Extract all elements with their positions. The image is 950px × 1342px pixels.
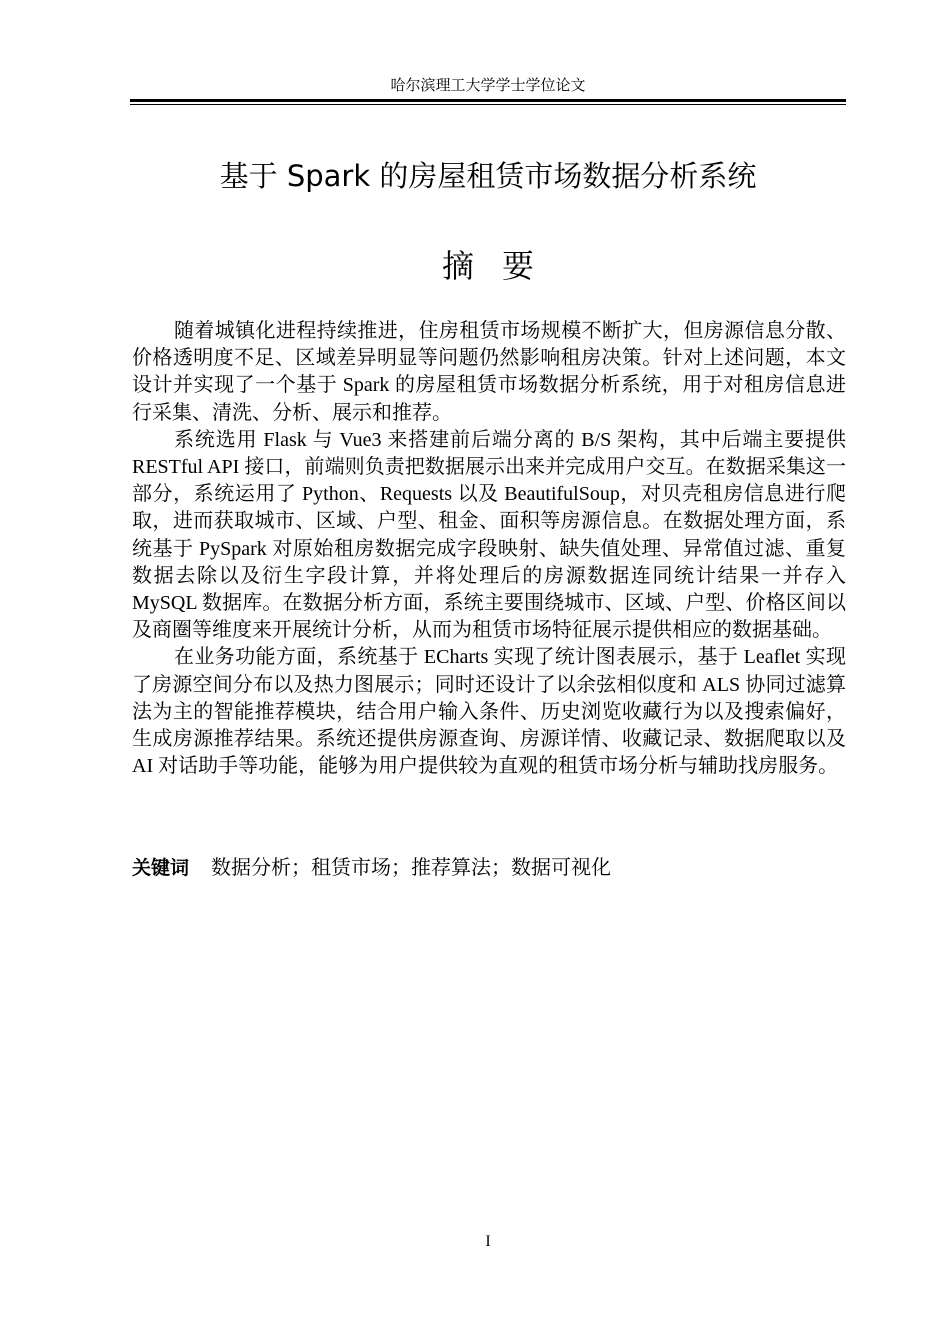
keywords — [132, 854, 846, 882]
abstract-paragraph-2: 系统选用 Flask 与 Vue3 来搭建前后端分离的 B/S 架构，其中后端主要提供 RESTful API 接口，前端则负责把数据展示出来并完成用户交互。在数据采集这一部分，系统运用了 Python、Requests 以及 BeautifulSoup，对贝壳租房信息进行爬取，进而获取城市、区域、户型、租金、面积等房源信息。在数据处理方面，系统基于 PySpark 对原始租房数据完成字段映射、缺失值处理、异常值过滤、重复数据去除以及衍生字段计算，并将处理后的房源数据连同统计结果一并存入 MySQL 数据库。在数据分析方面，系统主要围绕城市、区域、户型、价格区间以及商圈等维度来开展统计分析，从而为租赁市场特征展示提供相应的数据基础。 — [132, 428, 846, 642]
keywords-text: 数据分析；租赁市场；推荐算法；数据可视化 — [211, 857, 612, 879]
abstract-body — [132, 318, 846, 780]
abstract-paragraph-3: 在业务功能方面，系统基于 ECharts 实现了统计图表展示，基于 Leaflet 实现了房源空间分布以及热力图展示；同时还设计了以余弦相似度和 ALS 协同过滤算法为主的智能推荐模块，结合用户输入条件、历史浏览收藏行为以及搜索偏好，生成房源推荐结果。系统还提供房源查询、房源详情、收藏记录、数据爬取以及 AI 对话助手等功能，能够为用户提供较为直观的租赁市场分析与辅助找房服务。 — [132, 646, 846, 778]
header-rule-thick — [130, 99, 846, 102]
abstract-heading: 摘要 — [441, 247, 562, 285]
page-number: I — [485, 1233, 491, 1250]
running-header: 哈尔滨理工大学学士学位论文 — [390, 78, 586, 94]
thesis-title: 基于 Spark 的房屋租赁市场数据分析系统 — [219, 159, 757, 193]
keywords-label: 关键词 — [132, 857, 190, 879]
header-rule-thin — [130, 104, 846, 105]
abstract-paragraph-1: 随着城镇化进程持续推进，住房租赁市场规模不断扩大，但房源信息分散、价格透明度不足、区域差异明显等问题仍然影响租房决策。针对上述问题，本文设计并实现了一个基于 Spark 的房屋租赁市场数据分析系统，用于对租房信息进行采集、清洗、分析、展示和推荐。 — [132, 320, 846, 424]
